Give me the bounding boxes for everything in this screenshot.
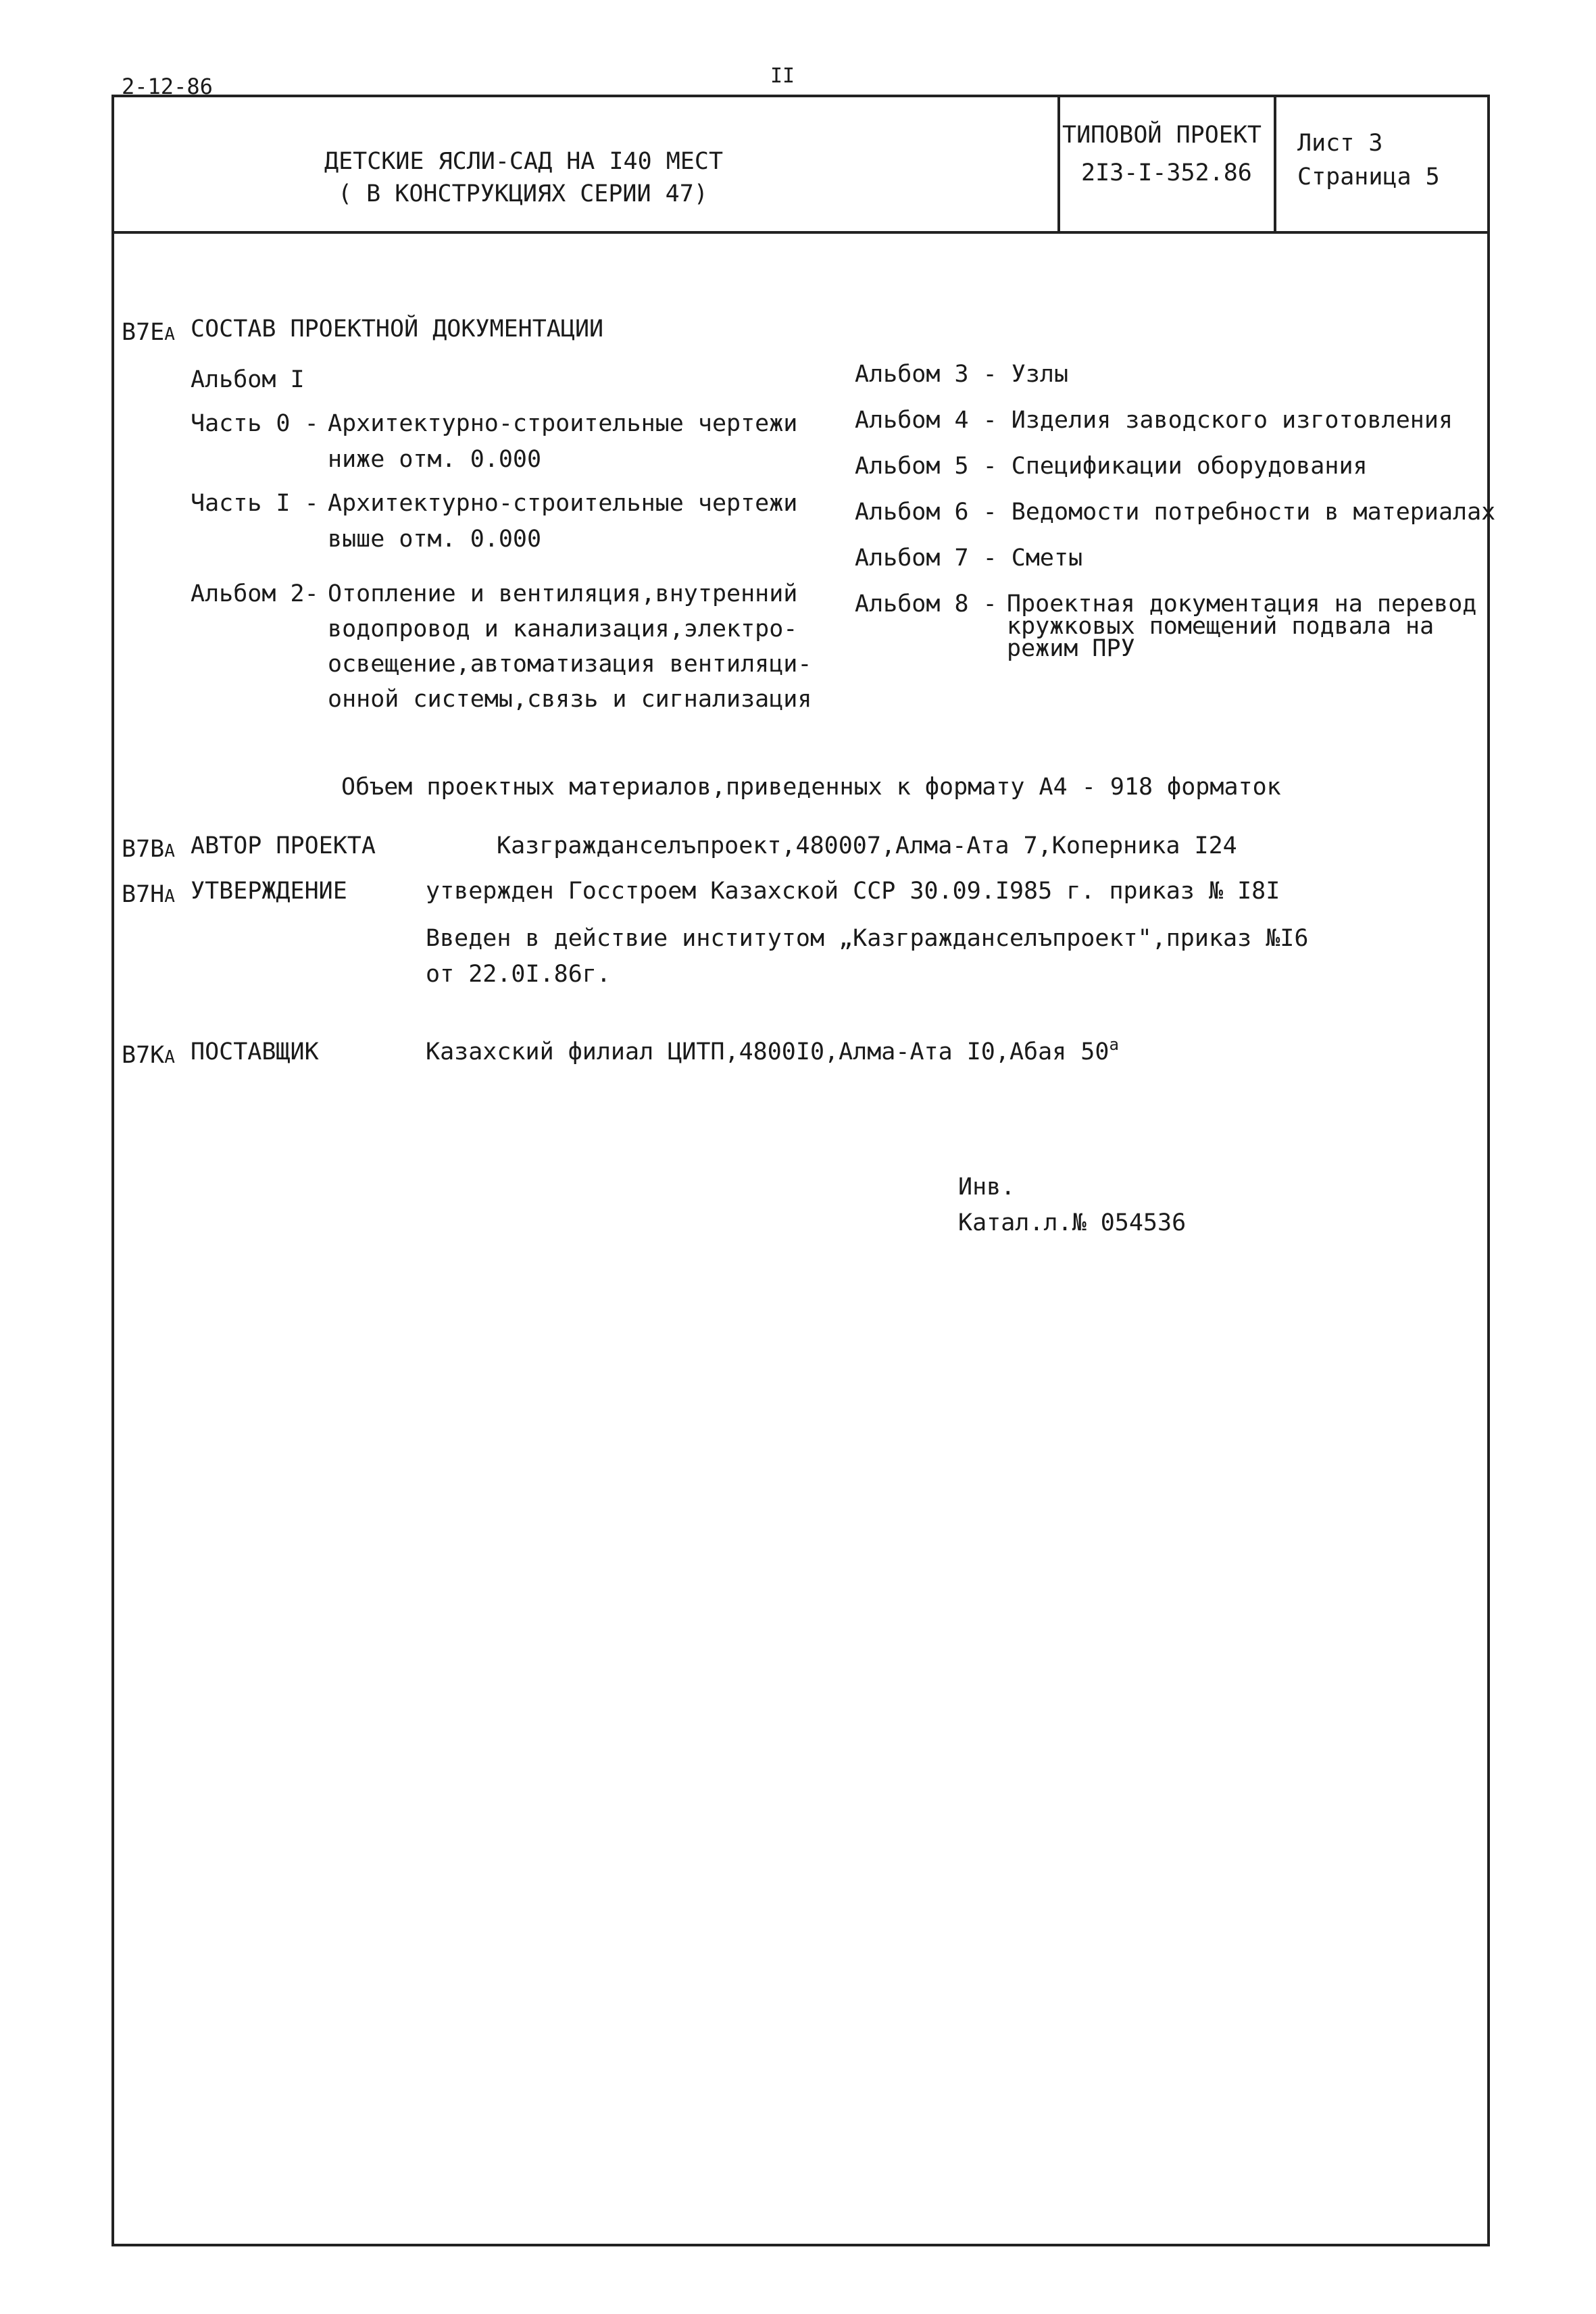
page-number: Страница 5 — [1297, 164, 1440, 191]
album-2-label: Альбом 2- — [191, 580, 319, 607]
author-value: Казгражданселъпроект,480007,Алма-Ата 7,Коперника I24 — [497, 832, 1237, 859]
volume-statement: Объем проектных материалов,приведенных к формату А4 - 918 форматок — [341, 774, 1281, 801]
album-4: Альбом 4 - Изделия заводского изготовления — [855, 407, 1453, 434]
author-code: В7ВА — [122, 836, 175, 863]
date-stamp: 2-12-86 — [122, 74, 213, 99]
approval-line1: утвержден Госстроем Казахской ССР 30.09.I985 г. приказ № I8I — [426, 878, 1280, 905]
part-0-line2: ниже отм. 0.000 — [328, 446, 542, 473]
album-8-line1: Проектная документация на перевод — [1007, 590, 1477, 618]
album-8-label: Альбом 8 - — [855, 590, 997, 618]
document-title-line2: ( В КОНСТРУКЦИЯХ СЕРИИ 47) — [338, 180, 708, 207]
project-number: 2I3-I-352.86 — [1081, 159, 1252, 186]
album-2-line4: онной системы,связь и сигнализация — [328, 686, 812, 713]
composition-heading: СОСТАВ ПРОЕКТНОЙ ДОКУМЕНТАЦИИ — [191, 316, 604, 343]
approval-line2: Введен в действие институтом „Казгражданселъпроект",приказ №I6 — [426, 925, 1309, 952]
album-2-line1: Отопление и вентиляция,внутренний — [328, 580, 798, 607]
album-7: Альбом 7 - Сметы — [855, 545, 1083, 572]
album-5: Альбом 5 - Спецификации оборудования — [855, 453, 1368, 480]
header-separator-1 — [1057, 95, 1060, 234]
header-separator-2 — [1274, 95, 1276, 234]
album-8-line2: кружковых помещений подвала на — [1007, 613, 1435, 640]
supplier-label: ПОСТАВЩИК — [191, 1038, 319, 1065]
approval-line3: от 22.0I.86г. — [426, 961, 611, 988]
approval-code: В7НА — [122, 881, 175, 908]
part-0-line1: Архитектурно-строительные чертежи — [328, 410, 798, 437]
page-mark: II — [770, 64, 795, 88]
album-8-line3: режим ПРУ — [1007, 635, 1135, 662]
supplier-value: Казахский филиал ЦИТП,4800I0,Алма-Ата I0,Абая $50^а$ — [426, 1035, 1119, 1065]
part-1-line1: Архитектурно-строительные чертежи — [328, 490, 798, 517]
album-1: Альбом I — [191, 366, 305, 393]
project-label: ТИПОВОЙ ПРОЕКТ — [1062, 122, 1262, 149]
header-divider — [111, 231, 1490, 234]
album-2-line3: освещение,автоматизация вентиляци- — [328, 651, 812, 678]
album-3: Альбом 3 - Узлы — [855, 361, 1069, 388]
album-6: Альбом 6 - Ведомости потребности в материалах — [855, 499, 1496, 526]
approval-label: УТВЕРЖДЕНИЕ — [191, 878, 347, 905]
catalog-number: Катал.л.№ 054536 — [958, 1209, 1187, 1236]
part-0-label: Часть 0 - — [191, 410, 319, 437]
author-label: АВТОР ПРОЕКТА — [191, 832, 376, 859]
album-2-line2: водопровод и канализация,электро- — [328, 615, 798, 643]
sheet-number: Лист 3 — [1297, 130, 1383, 157]
part-1-line2: выше отм. 0.000 — [328, 526, 542, 553]
part-1-label: Часть I - — [191, 490, 319, 517]
composition-code: В7ЕА — [122, 319, 175, 346]
document-title-line1: ДЕТСКИЕ ЯСЛИ-САД НА I40 МЕСТ — [324, 148, 724, 175]
supplier-code: В7КА — [122, 1042, 175, 1069]
inventory-label: Инв. — [958, 1174, 1016, 1201]
